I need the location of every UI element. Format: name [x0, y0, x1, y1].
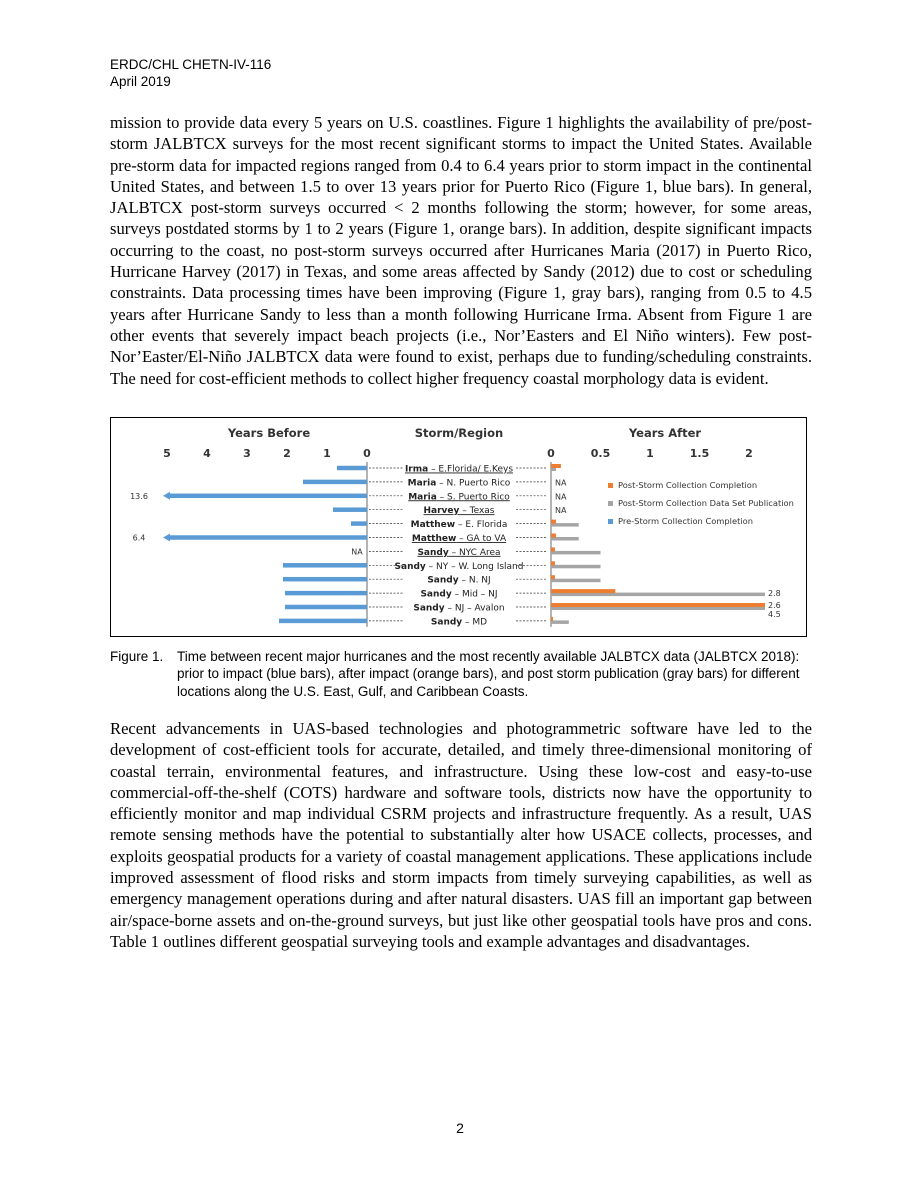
publication-bar	[551, 537, 579, 541]
row-storm-name: Matthew	[410, 520, 456, 531]
publication-value-label: 4.5	[768, 610, 781, 619]
legend-swatch-publication	[608, 501, 613, 506]
pre-storm-value-label: 13.6	[130, 491, 148, 501]
publication-bar	[551, 607, 765, 611]
pre-storm-bar	[169, 535, 367, 540]
pre-storm-bar	[279, 619, 367, 624]
figure-1-chart	[110, 417, 807, 637]
body-paragraph-2: Recent advancements in UAS-based technologies and photogrammetric software have led to the development of cost-efficient tools for accurate, detailed, and timely three-dimensional monitoring of coastal terrain, environmental features, and infrastructure. Using these low-cost and easy-to-use commercial-off-the-shelf (COTS) hardware and software tools, districts now have the opportunity to efficiently monitor and map individual CSRM projects and infrastructure frequently. As a result, UAS remote sensing methods have the potential to substantially alter how USACE collects, processes, and exploits geospatial products for a variety of coastal management applications. These applications include improved assessment of flood risks and storm impacts from timely surveying capabilities, as well as emergency management operations during and after natural disasters. UAS fill an important gap between air/space-borne assets and on-the-ground surveys, but just like other geospatial tools have pros and cons. Table 1 outlines different geospatial surveying tools and example advantages and disadvantages.	[110, 719, 812, 951]
pre-storm-bar	[285, 591, 367, 596]
left-axis-tick: 3	[243, 447, 251, 460]
row-label	[420, 590, 497, 600]
legend-label-publication: Post-Storm Collection Data Set Publication	[618, 498, 794, 508]
left-axis-tick: 5	[163, 447, 171, 460]
post-storm-bar	[551, 547, 555, 551]
post-storm-na-label: NA	[555, 492, 567, 502]
row-storm-name: Irma	[404, 464, 429, 475]
post-storm-bar	[551, 534, 556, 538]
storm-survey-chart	[111, 418, 808, 638]
post-storm-bar	[551, 464, 561, 468]
pre-storm-bar	[303, 480, 367, 485]
publication-bar	[551, 565, 601, 569]
row-storm-name: Maria	[408, 492, 437, 503]
row-region-name: – N. Puerto Rico	[436, 478, 511, 489]
row-region-name: – NY – W. Long Island	[425, 561, 524, 572]
publication-bar	[551, 620, 569, 624]
body-paragraph-1: mission to provide data every 5 years on U.S. coastlines. Figure 1 highlights the availability of pre/post-storm JALBTCX surveys for the most recent significant storms to impact the United States. Available pre-storm data for impacted regions ranged from 0.4 to 6.4 years prior to storm impact in the continental United States, and between 1.5 to over 13 years prior for Puerto Rico (Figure 1, blue bars). In general, JALBTCX post-storm surveys occurred < 2 months following the storm; however, for some areas, surveys postdated storms by 1 to 2 years (Figure 1, orange bars). In addition, despite significant impacts occurring to the coast, no post-storm surveys occurred after Hurricanes Maria (2017) in Puerto Rico, Hurricane Harvey (2017) in Texas, and some areas affected by Sandy (2012) due to cost or scheduling constraints. Data processing times have been improving (Figure 1, gray bars), ranging from 0.5 to 4.5 years after Hurricane Sandy to less than a month following Hurricane Irma. Absent from Figure 1 are other events that severely impact beach projects (i.e., Nor’Easters and El Niño winters). Few post-Nor’Easter/El-Niño JALBTCX data were found to exist, perhaps due to funding/scheduling constraints. The need for cost-efficient methods to collect higher frequency coastal morphology data is evident.	[110, 113, 812, 388]
pre-storm-bar	[333, 507, 367, 512]
publication-bar	[551, 551, 601, 555]
chart-title-years-after: Years After	[628, 426, 702, 440]
pre-storm-bar-arrow	[163, 534, 170, 542]
row-region-name: – N. NJ	[458, 575, 491, 586]
pre-storm-bar	[285, 605, 367, 610]
chart-title-storm-region: Storm/Region	[414, 426, 504, 440]
row-region-name: – GA to VA	[456, 534, 507, 544]
page-number: 2	[456, 1120, 464, 1136]
document-date: April 2019	[110, 74, 171, 89]
row-label	[431, 617, 487, 627]
row-storm-name: Maria	[407, 478, 437, 489]
row-label	[408, 478, 511, 488]
legend-swatch-post	[608, 483, 613, 488]
row-label	[412, 534, 507, 544]
post-storm-bar	[551, 617, 553, 621]
row-storm-name: Sandy	[430, 617, 463, 628]
post-storm-bar	[551, 520, 556, 524]
row-region-name: – Texas	[459, 506, 495, 517]
publication-bar	[551, 523, 579, 527]
row-region-name: – E.Florida/ E.Keys	[428, 464, 514, 475]
left-axis-tick: 1	[323, 447, 331, 460]
post-storm-bar	[551, 603, 765, 607]
publication-bar	[551, 593, 765, 597]
row-storm-name: Sandy	[427, 575, 459, 586]
post-storm-bar	[551, 561, 555, 565]
right-axis-tick: 1.5	[689, 447, 710, 460]
document-id: ERDC/CHL CHETN-IV-116	[110, 57, 272, 72]
right-axis-tick: 1	[646, 447, 654, 460]
right-axis-tick: 0	[547, 447, 555, 460]
row-region-name: – NJ – Avalon	[444, 603, 505, 614]
pre-storm-bar-arrow	[163, 492, 170, 500]
left-axis-tick: 0	[363, 447, 371, 460]
pre-storm-na-label: NA	[351, 547, 363, 557]
row-storm-name: Sandy	[417, 547, 449, 558]
row-label	[417, 548, 500, 558]
pre-storm-bar	[337, 466, 367, 471]
row-region-name: – S. Puerto Rico	[436, 492, 510, 503]
row-storm-name: Sandy	[413, 603, 445, 614]
row-storm-name: Matthew	[411, 534, 457, 544]
publication-value-label: 2.8	[768, 589, 781, 599]
row-region-name: – Mid – NJ	[451, 589, 498, 600]
caption-label: Figure 1.	[110, 649, 164, 664]
row-label	[405, 465, 513, 475]
post-storm-na-label: NA	[555, 506, 567, 516]
row-label	[413, 604, 504, 614]
legend-label-post: Post-Storm Collection Completion	[618, 480, 758, 490]
left-axis-tick: 2	[283, 447, 291, 460]
left-axis-tick: 4	[203, 447, 211, 460]
post-storm-bar	[551, 589, 615, 593]
row-storm-name: Sandy	[394, 561, 426, 572]
running-header	[110, 56, 271, 90]
legend-swatch-pre	[608, 519, 613, 524]
pre-storm-bar	[169, 494, 367, 499]
row-label	[395, 562, 524, 572]
publication-bar	[551, 468, 556, 472]
post-storm-value-label: 2.6	[768, 601, 781, 610]
row-region-name: – MD	[462, 617, 488, 628]
post-storm-bar	[551, 575, 555, 579]
row-label	[411, 520, 508, 530]
row-label	[408, 492, 510, 502]
pre-storm-value-label: 6.4	[132, 533, 146, 543]
right-axis-tick: 0.5	[590, 447, 611, 460]
legend-label-pre: Pre-Storm Collection Completion	[618, 516, 753, 526]
row-storm-name: Sandy	[420, 589, 452, 600]
caption-text: Time between recent major hurricanes and the most recently available JALBTCX data (JALBTCX 2018): prior to impact (blue bars), after impact (orange bars), and post storm publication (gray bars) for different locations along the U.S. East, Gulf, and Caribbean Coasts.	[177, 649, 800, 699]
right-axis-tick: 2	[745, 447, 753, 460]
pre-storm-bar	[283, 577, 367, 582]
publication-bar	[551, 579, 601, 583]
chart-title-years-before: Years Before	[227, 426, 311, 440]
row-storm-name: Harvey	[423, 506, 460, 517]
row-region-name: – NYC Area	[448, 547, 501, 558]
row-label	[424, 506, 495, 516]
pre-storm-bar	[351, 521, 367, 526]
row-label	[427, 576, 490, 586]
post-storm-na-label: NA	[555, 478, 567, 488]
row-region-name: – E. Florida	[455, 520, 508, 531]
pre-storm-bar	[283, 563, 367, 568]
